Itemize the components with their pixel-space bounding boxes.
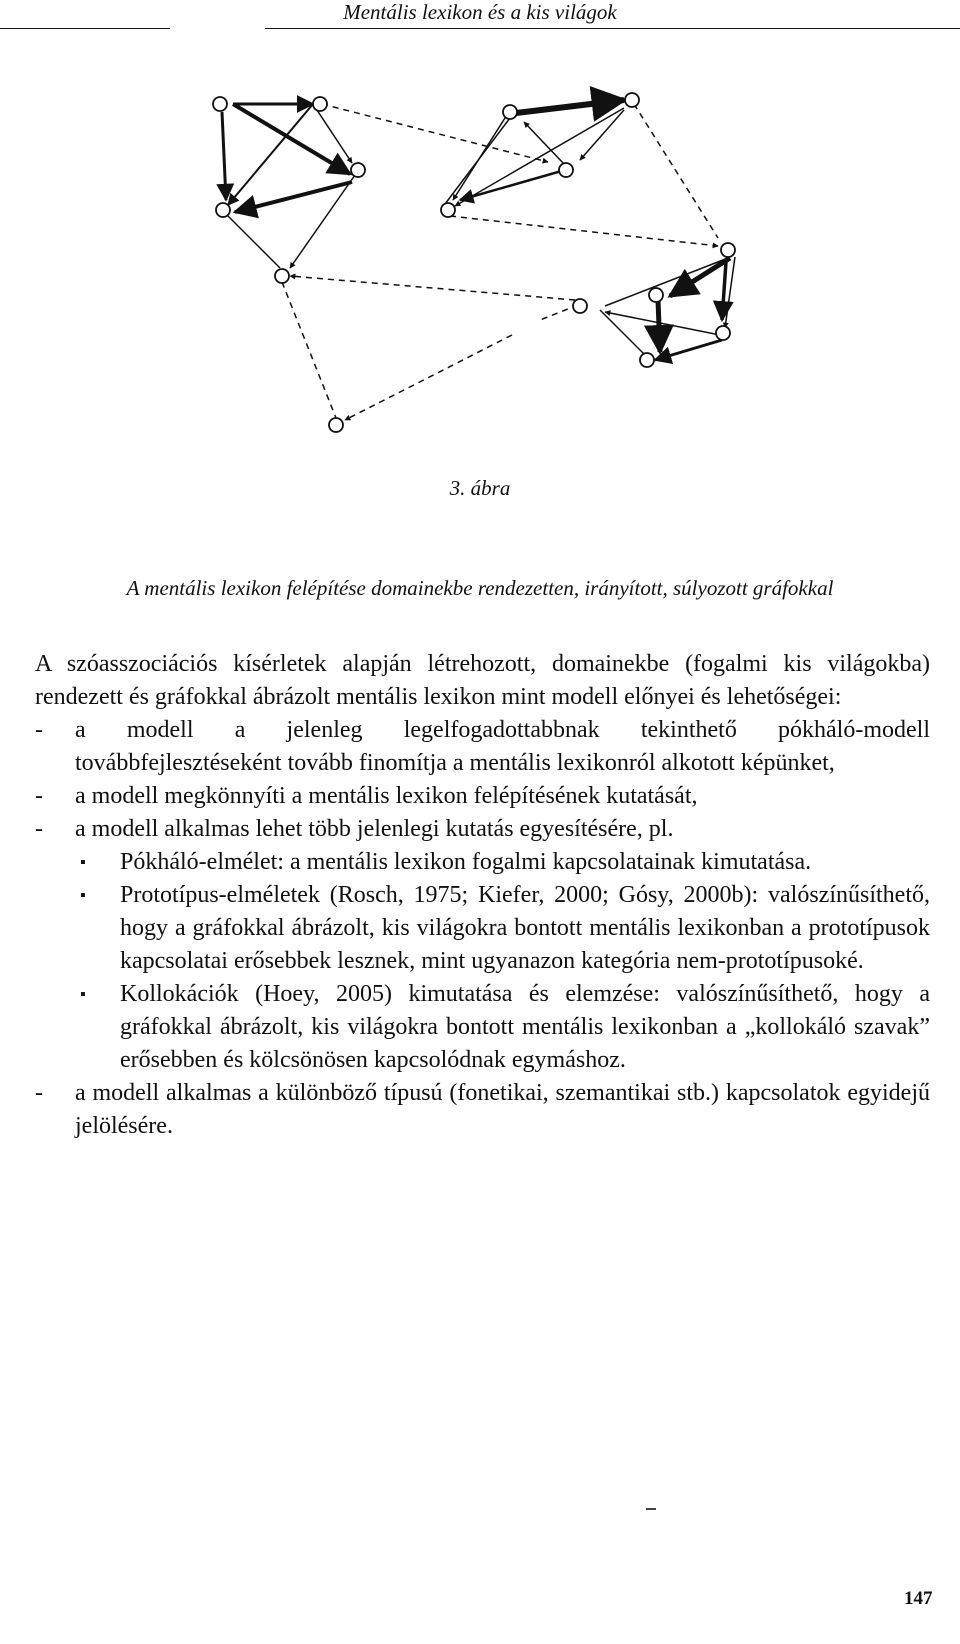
edge: [282, 282, 336, 418]
inter-domain-links: [282, 104, 718, 420]
graph-nodes: [213, 93, 735, 432]
sub-list-item: [35, 846, 930, 879]
node: [559, 163, 573, 177]
edge: [290, 276, 575, 300]
dash-marker: -: [35, 816, 43, 842]
sub-list-item-text: Pókháló-elmélet: a mentális lexikon fogalmi kapcsolatainak kimutatása.: [120, 849, 812, 875]
page-number: 147: [904, 1588, 933, 1609]
bullet-marker: ▪: [80, 887, 86, 904]
edge: [233, 104, 350, 174]
list-item: [35, 1077, 930, 1143]
node: [441, 203, 455, 217]
sub-list-item: [35, 879, 930, 978]
edge: [450, 216, 718, 246]
node: [625, 93, 639, 107]
dash-marker: -: [35, 717, 43, 743]
list-item-text: a modell alkalmas a különböző típusú (fonetikai, szemantikai stb.) kapcsolatok egyidejű jelölésére.: [75, 1080, 930, 1139]
edge: [222, 210, 280, 268]
list-item: [35, 780, 930, 813]
sub-list-item-text: Kollokációk (Hoey, 2005) kimutatása és elemzése: valószínűsíthető, hogy a gráfokkal ábrázolt, kis világokra bontott mentális lexikonban a „kollokáló szavak” erősebben és kölcsönösen kapcsolódnak egymáshoz.: [120, 981, 930, 1073]
edge: [345, 335, 512, 420]
node: [216, 203, 230, 217]
figure-caption: A mentális lexikon felépítése domainekbe rendezetten, irányított, súlyozott gráfokkal: [126, 576, 834, 600]
domain-1-graph: [222, 104, 355, 268]
node: [329, 418, 343, 432]
running-title: Mentális lexikon és a kis világok: [343, 0, 617, 24]
node: [275, 269, 289, 283]
domain-2-graph: [442, 100, 624, 208]
domain-3-graph: [600, 257, 735, 360]
node: [649, 288, 663, 302]
bullet-marker: ▪: [80, 854, 86, 871]
edge: [580, 110, 624, 160]
edge: [228, 104, 313, 205]
node: [716, 326, 730, 340]
edge: [516, 100, 624, 113]
edge: [600, 310, 645, 355]
node: [313, 97, 327, 111]
dash-marker: -: [35, 783, 43, 809]
list-item-text: a modell megkönnyíti a mentális lexikon felépítésének kutatását,: [75, 783, 698, 809]
edge: [658, 300, 660, 352]
edge: [524, 122, 565, 165]
list-item: [35, 813, 930, 846]
edge: [634, 104, 718, 238]
node: [351, 163, 365, 177]
sub-list-item-text: Prototípus-elméletek (Rosch, 1975; Kiefer, 2000; Gósy, 2000b): valószínűsíthető, hogy a gráfokkal ábrázolt, kis világokra bontott mentális lexikonban a prototípusok kapcsolatai erősebbek lesznek, mint ugyanazon kategória nem-prototípusoké.: [120, 882, 930, 974]
edge: [722, 262, 726, 320]
node: [640, 353, 654, 367]
bullet-marker: ▪: [80, 986, 86, 1003]
dash-marker: -: [35, 1080, 43, 1106]
node: [503, 105, 517, 119]
figure-label: 3. ábra: [449, 476, 511, 500]
node: [213, 97, 227, 111]
body-text: [35, 648, 930, 1143]
graph-figure: [0, 0, 960, 460]
edge: [235, 182, 352, 212]
edge: [605, 258, 728, 306]
edge: [655, 340, 722, 360]
node: [721, 243, 735, 257]
edge: [460, 170, 565, 200]
scan-mark: [646, 1508, 656, 1510]
intro-paragraph: A szóasszociációs kísérletek alapján létrehozott, domainekbe (fogalmi kis világokba) rendezett és gráfokkal ábrázolt mentális lexikon mint modell előnyei és lehetőségei:: [35, 651, 930, 710]
edge: [222, 112, 226, 200]
node: [573, 299, 587, 313]
list-item-text: a modell a jelenleg legelfogadottabbnak tekinthető pókháló-modell továbbfejlesztéseként tovább finomítja a mentális lexikonról alkotott képünket,: [75, 717, 930, 776]
list-item-text: a modell alkalmas lehet több jelenlegi kutatás egyesítésére, pl.: [75, 816, 674, 842]
sub-list-item: [35, 978, 930, 1077]
list-item: [35, 714, 930, 780]
